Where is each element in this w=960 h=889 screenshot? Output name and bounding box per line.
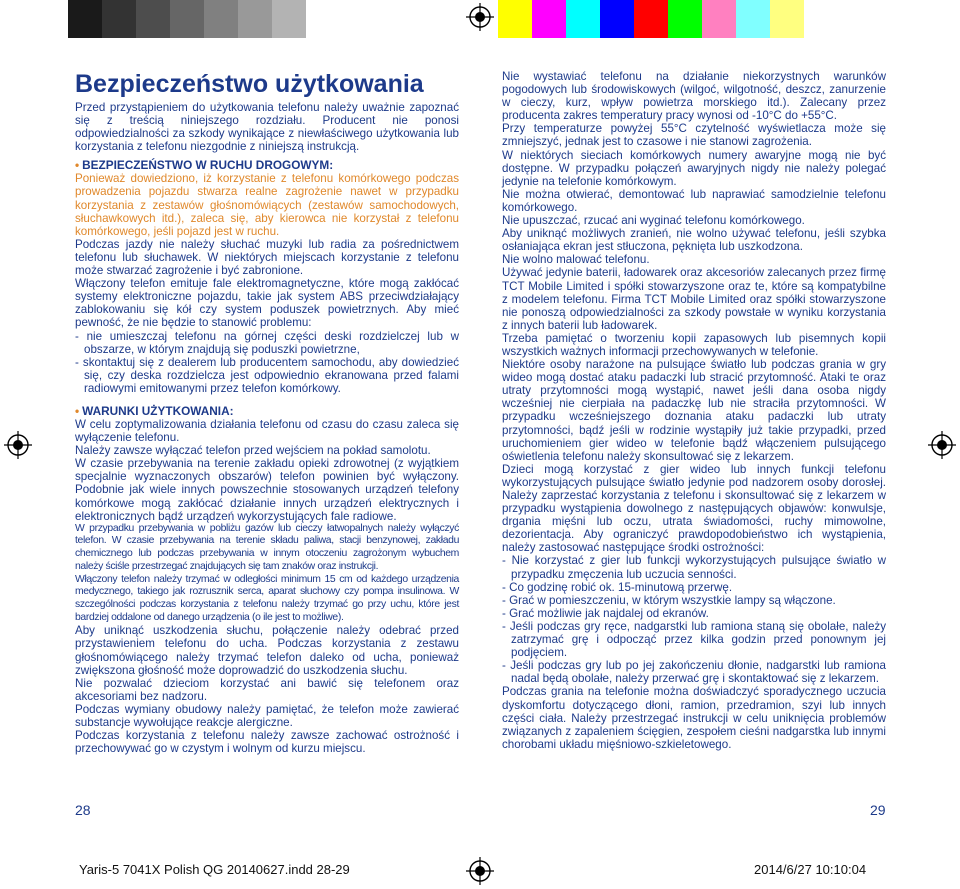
paragraph: Nie pozwalać dzieciom korzystać ani bawić się telefonem oraz akcesoriami bez nadzoru.: [75, 676, 459, 703]
page-number-left: 28: [75, 802, 91, 818]
paragraph: Nie wolno malować telefonu.: [502, 253, 650, 267]
paragraph: W przypadku przebywania w pobliżu gazów lub cieczy łatwopalnych należy wyłączyć telefon. W czasie przebywania na terenie składu paliwa, stacji benzynowej, zakładu chemicznego lub podczas przebywania w innym otoczeniu zagrożonym wybuchem należy ściśle przestrzegać znajdujących się tam znaków oraz instrukcji.: [75, 522, 459, 572]
list-item: - Grać możliwie jak najdalej od ekranów.: [502, 606, 709, 620]
right-page-column: [502, 70, 886, 751]
registration-mark-icon: [4, 431, 32, 459]
left-page-column: [75, 70, 459, 755]
paragraph: Aby uniknąć możliwych zranień, nie wolno używać telefonu, jeśli szybka osłaniająca ekran jest stłuczona, pęknięta lub uszkodzona.: [502, 227, 886, 254]
right-page-body: [502, 70, 886, 751]
color-swatch: [170, 0, 204, 38]
color-swatch: [498, 0, 532, 38]
paragraph: Przy temperaturze powyżej 55°C czytelność wyświetlacza może się zmniejszyć, jednak jest to czasowe i nie stanowi zagrożenia.: [502, 122, 886, 149]
color-swatch: [634, 0, 668, 38]
paragraph: Aby uniknąć uszkodzenia słuchu, połączenie należy odebrać przed przystawieniem telefonu do ucha. Podczas korzystania z zestawu głośnomówiącego należy trzymać telefon daleko od ucha, ponieważ zwiększona głośność może doprowadzić do uszkodzenia słuchu.: [75, 624, 459, 677]
paragraph: Nie wystawiać telefonu na działanie niekorzystnych warunków pogodowych lub środowiskowych (wilgoć, wilgotność, deszcz, zanurzenie w cieczy, kurz, wpływ powietrza morskiego itd.). Zalecany przez producenta zakres temperatury pracy wynosi od -10°C do +55°C.: [502, 70, 886, 123]
section-heading: [75, 404, 459, 418]
paragraph: Nie upuszczać, rzucać ani wyginać telefonu komórkowego.: [502, 214, 805, 228]
paragraph: W niektórych sieciach komórkowych numery awaryjne mogą nie być dostępne. W przypadku połączeń awaryjnych nigdy nie należy polegać jedynie na telefonie komórkowym.: [502, 148, 886, 188]
paragraph: Włączony telefon emituje fale elektromagnetyczne, które mogą zakłócać systemy elektroniczne pojazdu, takie jak system ABS przeciwdziałający zablokowaniu się kół czy system poduszek powietrznych. Aby mieć pewność, że nie będzie to stanowić problemu:: [75, 277, 459, 330]
list-item: - Jeśli podczas gry lub po jej zakończeniu dłonie, nadgarstki lub ramiona nadal będą obolałe, należy przerwać grę i skontaktować się z lekarzem.: [502, 659, 886, 686]
color-swatch: [102, 0, 136, 38]
list-item: - Jeśli podczas gry ręce, nadgarstki lub ramiona staną się obolałe, należy zatrzymać grę i odpocząć przez kilka godzin przed ponownym jej podjęciem.: [502, 619, 886, 660]
section-heading: [75, 158, 459, 172]
paragraph: W czasie przebywania na terenie zakładu opieki zdrowotnej (z wyjątkiem specjalnie wyznaczonych obszarów) telefon powinien być wyłączony. Podobnie jak wiele innych powszechnie stosowanych urządzeń telefony komórkowe mogą zakłócać działanie innych urządzeń elektrycznych i elektronicznych bądź urządzeń wykorzystujących fale radiowe.: [75, 457, 459, 523]
paragraph: Przed przystąpieniem do użytkowania telefonu należy uważnie zapoznać się z treścią niniejszego rozdziału. Producent nie ponosi odpowiedzialności za szkody wynikające z niewłaściwego użytkowania lub korzystania z telefonu niezgodnie z niniejszą instrukcją.: [75, 101, 459, 154]
paragraph: Nie można otwierać, demontować lub naprawiać samodzielnie telefonu komórkowego.: [502, 187, 886, 214]
color-swatch: [668, 0, 702, 38]
paragraph: Włączony telefon należy trzymać w odległości minimum 15 cm od każdego urządzenia medycznego, takiego jak rozrusznik serca, aparat słuchowy czy pompa insulinowa. W szczególności podczas korzystania z telefonu należy trzymać go przy uchu, które jest bardziej oddalone od danego urządzenia (o ile jest to możliwe).: [75, 573, 459, 623]
section-heading-text: WARUNKI UŻYTKOWANIA:: [82, 403, 234, 418]
color-swatch: [532, 0, 566, 38]
footer-timestamp: 2014/6/27 10:10:04: [754, 862, 867, 877]
color-swatch: [238, 0, 272, 38]
color-swatch: [272, 0, 306, 38]
paragraph: Podczas jazdy nie należy słuchać muzyki lub radia za pośrednictwem telefonu lub słuchawek. W niektórych miejscach korzystanie z telefonu może stwarzać zagrożenie i być zabronione.: [75, 237, 459, 278]
paragraph: Należy zawsze wyłączać telefon przed wejściem na pokład samolotu.: [75, 444, 431, 458]
color-swatch: [136, 0, 170, 38]
bullet-dot-icon: •: [75, 158, 80, 173]
registration-mark-icon: [466, 857, 494, 885]
section-heading-text: BEZPIECZEŃSTWO W RUCHU DROGOWYM:: [82, 158, 334, 173]
color-swatch: [68, 0, 102, 38]
color-swatch: [204, 0, 238, 38]
bullet-dot-icon: •: [75, 403, 80, 418]
footer-file-name: Yaris-5 7041X Polish QG 20140627.indd 28-29: [79, 862, 350, 877]
registration-mark-icon: [928, 431, 956, 459]
paragraph: Dzieci mogą korzystać z gier wideo lub innych funkcji telefonu wykorzystujących pulsujące światło jedynie pod nadzorem osoby dorosłej. Należy zaprzestać korzystania z telefonu i skonsultować się z lekarzem w przypadku wystąpienia dowolnego z następujących objawów: konwulsje, drgania mięśni lub oczu, utrata świadomości, ruchy mimowolne, dezorientacja. Aby ograniczyć prawdopodobieństwo ich wystąpienia, należy zastosować następujące środki ostrożności:: [502, 462, 886, 555]
paragraph: Podczas wymiany obudowy należy pamiętać, że telefon może zawierać substancje wywołujące reakcje alergiczne.: [75, 702, 459, 729]
paragraph: Podczas grania na telefonie można doświadczyć sporadycznego uczucia dyskomfortu dotyczącego dłoni, ramion, przedramion, szyi lub innych części ciała. Należy przestrzegać instrukcji w celu uniknięcia problemów związanych z zapaleniem ścięgien, zespołem cieśni nadgarstka lub innymi chorobami układu mięśniowo-szkieletowego.: [502, 685, 886, 751]
grayscale-color-bar: [68, 0, 306, 38]
warning-paragraph: Ponieważ dowiedziono, iż korzystanie z telefonu komórkowego podczas prowadzenia pojazdu stwarza realne zagrożenie nawet w przypadku korzystania z zestawów głośnomówiących (zestawów samochodowych, słuchawkowych itd.), zaleca się, aby kierowca nie korzystał z telefonu komórkowego, jeśli pojazd jest w ruchu.: [75, 172, 459, 238]
paragraph: Podczas korzystania z telefonu należy zawsze zachować ostrożność i przechowywać go w czystym i wolnym od kurzu miejscu.: [75, 729, 459, 756]
color-swatch: [736, 0, 770, 38]
left-page-body: [75, 101, 459, 755]
paragraph: Używać jedynie baterii, ładowarek oraz akcesoriów zalecanych przez firmę TCT Mobile Limited i spółki stowarzyszone oraz te, które są kompatybilne z modelem telefonu. Firma TCT Mobile Limited oraz spółki stowarzyszone nie ponoszą odpowiedzialności za szkody powstałe w wyniku korzystania z innych baterii lub ładowarek.: [502, 266, 886, 332]
list-item: - skontaktuj się z dealerem lub producentem samochodu, aby dowiedzieć się, czy deska rozdzielcza jest odpowiednio ekranowana przed falami radiowymi emitowanymi przez telefon komórkowy.: [75, 355, 459, 395]
color-swatch: [770, 0, 804, 38]
list-item: - Grać w pomieszczeniu, w którym wszystkie lampy są włączone.: [502, 593, 836, 607]
color-swatch: [566, 0, 600, 38]
page-title: Bezpieczeństwo użytkowania: [75, 70, 424, 98]
paragraph: Trzeba pamiętać o tworzeniu kopii zapasowych lub pisemnych kopii wszystkich ważnych informacji przechowywanych w telefonie.: [502, 331, 886, 358]
paragraph: Niektóre osoby narażone na pulsujące światło lub podczas grania w gry wideo mogą dostać ataku padaczki lub stracić przytomność. Ataki te oraz utraty przytomności mogą wystąpić, nawet jeśli dana osoba nigdy wcześniej nie cierpiała na padaczkę lub nie straciła przytomności. W przypadku wcześniejszego doznania ataku padaczki lub utraty przytomności, bądź jeśli w rodzinie wystąpiły już takie przypadki, przed uruchomieniem gier wideo w telefonie bądź włączeniem pulsującego oświetlenia telefonu należy skonsultować się z lekarzem.: [502, 358, 886, 463]
color-swatch: [702, 0, 736, 38]
list-item: - nie umieszczaj telefonu na górnej części deski rozdzielczej lub w obszarze, w którym znajdują się poduszki powietrzne,: [75, 329, 459, 356]
list-item: - Nie korzystać z gier lub funkcji wykorzystujących pulsujące światło w przypadku zmęczenia lub uczucia senności.: [502, 554, 886, 581]
cmyk-color-bar: [498, 0, 804, 38]
page-number-right: 29: [870, 802, 886, 818]
list-item: - Co godzinę robić ok. 15-minutową przerwę.: [502, 580, 733, 594]
paragraph: W celu zoptymalizowania działania telefonu od czasu do czasu zaleca się wyłączenie telefonu.: [75, 417, 459, 445]
registration-mark-icon: [466, 3, 494, 31]
color-swatch: [600, 0, 634, 38]
